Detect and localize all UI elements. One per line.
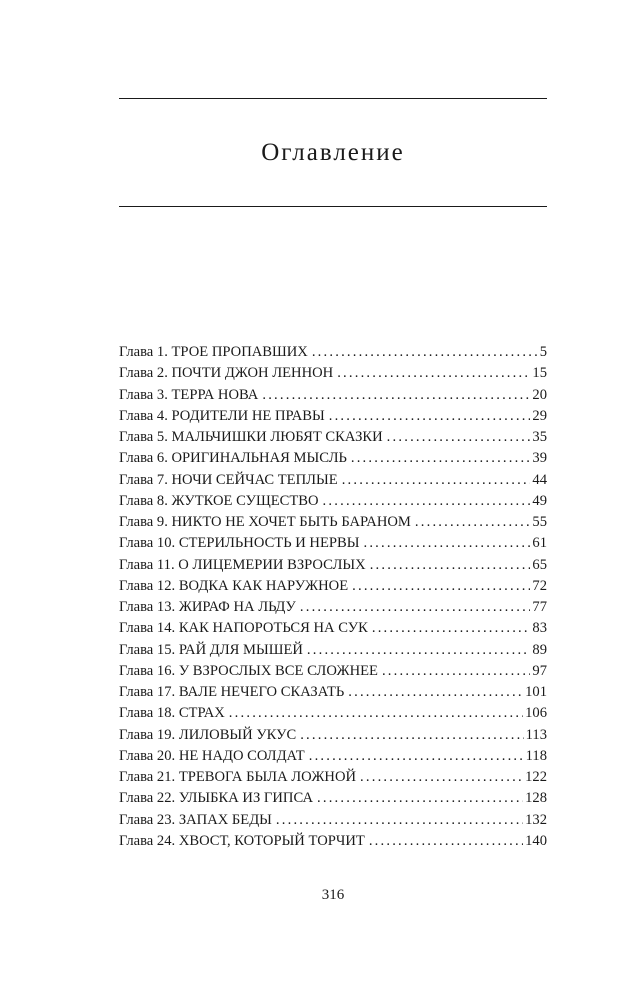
dot-leader	[352, 576, 530, 597]
toc-entry-page: 113	[525, 726, 547, 743]
toc-entry[interactable]	[119, 597, 547, 618]
toc-entry-title: Глава 1. ТРОЕ ПРОПАВШИХ	[119, 344, 308, 360]
dot-leader	[276, 810, 523, 831]
toc-entry-page: 44	[532, 471, 547, 488]
toc-entry[interactable]	[119, 427, 547, 448]
dot-leader	[300, 725, 523, 746]
page-title: Оглавление	[261, 139, 405, 166]
top-rule	[119, 98, 547, 99]
toc-entry-title: Глава 15. РАЙ ДЛЯ МЫШЕЙ	[119, 641, 303, 658]
dot-leader	[337, 363, 530, 384]
toc-entry-title: Глава 21. ТРЕВОГА БЫЛА ЛОЖНОЙ	[119, 769, 357, 785]
toc-entry[interactable]	[119, 363, 547, 384]
toc-entry-page: 118	[525, 747, 547, 764]
dot-leader	[372, 618, 531, 639]
toc-entry-page: 89	[532, 641, 547, 658]
dot-leader	[323, 491, 531, 512]
toc-entry-page: 83	[532, 620, 547, 637]
toc-entry-page: 35	[532, 429, 547, 445]
toc-entry-title: Глава 19. ЛИЛОВЫЙ УКУС	[119, 726, 297, 743]
toc-entry[interactable]	[119, 491, 547, 512]
toc-entry[interactable]	[119, 512, 547, 533]
toc-entry[interactable]	[119, 470, 547, 491]
toc-entry-title: Глава 10. СТЕРИЛЬНОСТЬ И НЕРВЫ	[119, 535, 360, 552]
toc-entry-title: Глава 6. ОРИГИНАЛЬНАЯ МЫСЛЬ	[119, 450, 347, 467]
dot-leader	[382, 661, 530, 682]
dot-leader	[309, 746, 524, 767]
toc-entry-title: Глава 4. РОДИТЕЛИ НЕ ПРАВЫ	[119, 407, 325, 424]
toc-entry[interactable]	[119, 703, 547, 724]
dot-leader	[387, 427, 531, 448]
dot-leader	[229, 703, 523, 724]
dot-leader	[342, 470, 531, 491]
toc-entry-title: Глава 18. СТРАХ	[119, 705, 225, 722]
toc-entry[interactable]	[119, 682, 547, 703]
toc-entry-title: Глава 23. ЗАПАХ БЕДЫ	[119, 811, 272, 828]
toc-entry-page: 15	[532, 365, 547, 382]
toc-entry-title: Глава 17. ВАЛЕ НЕЧЕГО СКАЗАТЬ	[119, 684, 345, 700]
toc-entry-page: 5	[539, 344, 547, 360]
toc-entry-title: Глава 24. ХВОСТ, КОТОРЫЙ ТОРЧИТ	[119, 832, 365, 849]
dot-leader	[317, 788, 523, 809]
toc-entry-page: 97	[532, 662, 547, 679]
toc-entry-title: Глава 12. ВОДКА КАК НАРУЖНОЕ	[119, 577, 349, 594]
toc-entry-page: 72	[532, 577, 547, 594]
toc-entry[interactable]	[119, 555, 547, 576]
dot-leader	[329, 406, 531, 427]
toc-entry-title: Глава 2. ПОЧТИ ДЖОН ЛЕННОН	[119, 365, 334, 382]
toc-entry-page: 49	[532, 492, 547, 509]
toc-entry[interactable]	[119, 385, 547, 406]
toc-entry[interactable]	[119, 725, 547, 746]
dot-leader	[415, 512, 531, 533]
toc-entry[interactable]	[119, 810, 547, 831]
toc-entry[interactable]	[119, 576, 547, 597]
toc-entry-page: 101	[525, 684, 547, 700]
toc-entry[interactable]	[119, 533, 547, 554]
toc-entry-title: Глава 8. ЖУТКОЕ СУЩЕСТВО	[119, 492, 319, 509]
toc-entry[interactable]	[119, 831, 547, 852]
dot-leader	[363, 533, 530, 554]
dot-leader	[262, 385, 530, 406]
toc-entry-title: Глава 9. НИКТО НЕ ХОЧЕТ БЫТЬ БАРАНОМ	[119, 514, 411, 530]
toc-entry[interactable]	[119, 448, 547, 469]
toc-entry-title: Глава 13. ЖИРАФ НА ЛЬДУ	[119, 599, 296, 615]
dot-leader	[300, 597, 531, 618]
toc-entry[interactable]	[119, 661, 547, 682]
page-number: 316	[321, 887, 345, 903]
toc-entry-page: 29	[532, 407, 547, 424]
toc-entry-title: Глава 11. О ЛИЦЕМЕРИИ ВЗРОСЛЫХ	[119, 556, 366, 573]
toc-entry[interactable]	[119, 746, 547, 767]
toc-entry-page: 55	[532, 514, 547, 530]
toc-entry-page: 128	[525, 790, 547, 807]
toc-entry-title: Глава 14. КАК НАПОРОТЬСЯ НА СУК	[119, 620, 368, 637]
toc-entry[interactable]	[119, 406, 547, 427]
dot-leader	[360, 767, 523, 788]
dot-leader	[307, 640, 531, 661]
toc-entry-page: 61	[532, 535, 547, 552]
toc-entry[interactable]	[119, 767, 547, 788]
toc-entry-page: 140	[525, 832, 547, 849]
toc-entry[interactable]	[119, 640, 547, 661]
toc-entry-page: 77	[532, 599, 547, 615]
toc-entry[interactable]	[119, 788, 547, 809]
toc-entry-title: Глава 3. ТЕРРА НОВА	[119, 386, 259, 403]
toc-entry-title: Глава 7. НОЧИ СЕЙЧАС ТЕПЛЫЕ	[119, 471, 338, 488]
toc-entry-title: Глава 22. УЛЫБКА ИЗ ГИПСА	[119, 790, 313, 807]
toc-entry[interactable]	[119, 618, 547, 639]
toc-entry-title: Глава 16. У ВЗРОСЛЫХ ВСЕ СЛОЖНЕЕ	[119, 662, 378, 679]
toc-entry-page: 132	[525, 811, 547, 828]
bottom-rule	[119, 206, 547, 207]
dot-leader	[370, 555, 531, 576]
dot-leader	[369, 831, 523, 852]
toc-entry-title: Глава 20. НЕ НАДО СОЛДАТ	[119, 747, 305, 764]
toc-entry-page: 39	[532, 450, 547, 467]
toc-entry[interactable]	[119, 342, 547, 363]
dot-leader	[351, 448, 531, 469]
table-of-contents	[119, 342, 547, 852]
toc-entry-page: 20	[532, 386, 547, 403]
toc-entry-page: 106	[525, 705, 547, 722]
toc-entry-page: 122	[525, 769, 547, 785]
dot-leader	[312, 342, 538, 363]
dot-leader	[348, 682, 523, 703]
toc-entry-title: Глава 5. МАЛЬЧИШКИ ЛЮБЯТ СКАЗКИ	[119, 429, 383, 445]
toc-entry-page: 65	[532, 556, 547, 573]
